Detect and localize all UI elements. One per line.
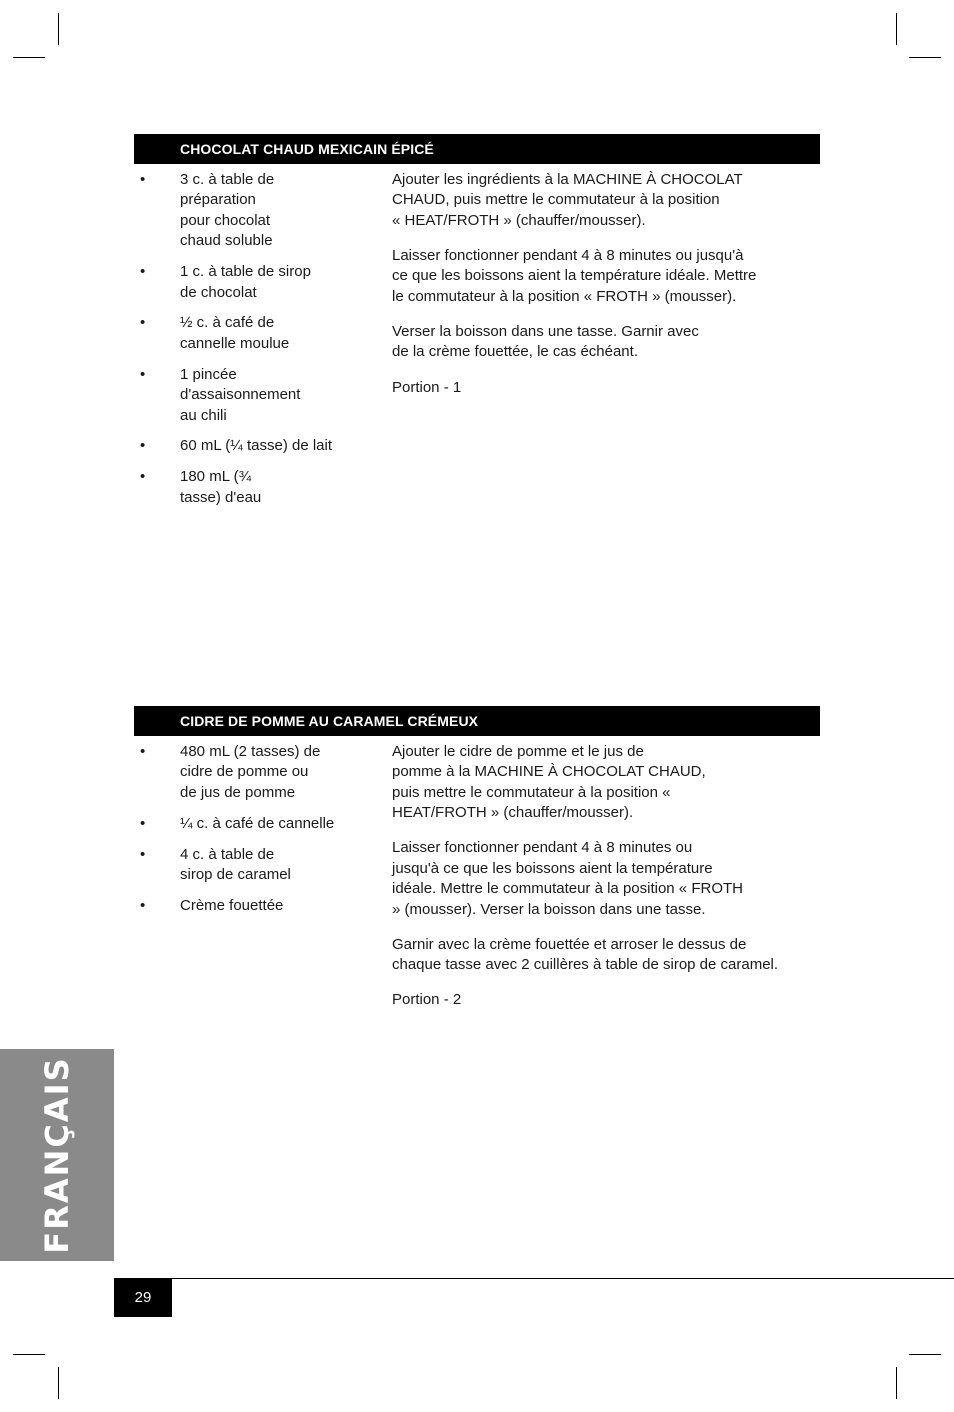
ingredient-text: 180 mL (¾ tasse) d'eau [180,468,262,506]
bullet: • [140,896,146,914]
ingredient-item [140,896,350,916]
footer-rule [114,1278,954,1279]
recipe-title: CHOCOLAT CHAUD MEXICAIN ÉPICÉ [134,134,820,164]
instructions [392,170,802,413]
ingredient-text: ¼ c. à café de cannelle [180,814,335,832]
bullet: • [140,314,146,332]
instruction-step: Verser la boisson dans une tasse. Garnir avec de la crème fouettée, le cas échéant. [392,323,699,361]
ingredient-item [140,313,350,354]
ingredient-item [140,814,350,834]
crop-mark [909,57,941,58]
ingredient-item [140,436,350,456]
ingredient-item [140,365,350,426]
ingredient-text: ½ c. à café de cannelle moulue [180,314,290,352]
instruction-step: Laisser fonctionner pendant 4 à 8 minutes ou jusqu'à ce que les boissons aient la température idéale. Mettre le commutateur à la position « FROTH » (mousser). Verser la boisson dans une tasse. [392,839,743,918]
instruction-step: Laisser fonctionner pendant 4 à 8 minutes ou jusqu'à ce que les boissons aient la température idéale. Mettre le commutateur à la position « FROTH » (mousser). [392,247,757,305]
ingredient-text: Crème fouettée [180,896,284,914]
bullet: • [140,437,146,455]
language-tab [0,1049,114,1261]
ingredient-item [140,845,350,886]
bullet: • [140,845,146,863]
ingredient-item [140,467,350,508]
language-label: FRANÇAIS [38,1056,76,1254]
bullet: • [140,814,146,832]
bullet: • [140,468,146,486]
crop-mark [13,57,45,58]
ingredient-item [140,262,350,303]
crop-mark [896,1367,897,1399]
bullet: • [140,743,146,760]
servings: Portion - 2 [392,991,462,1009]
instruction-step: Garnir avec la crème fouettée et arroser le dessus de chaque tasse avec 2 cuillères à table de sirop de caramel. [392,935,779,974]
crop-mark [13,1354,45,1355]
crop-mark [58,13,59,45]
ingredient-list [140,742,350,927]
ingredient-text: 4 c. à table de sirop de caramel [180,845,291,884]
bullet: • [140,171,146,188]
servings: Portion - 1 [392,378,462,396]
instruction-step: Ajouter le cidre de pomme et le jus de pomme à la MACHINE À CHOCOLAT CHAUD, puis mettre le commutateur à la position « HEAT/FROTH » (chauffer/mousser). [392,743,706,822]
crop-mark [896,13,897,45]
ingredient-text: 60 mL (¼ tasse) de lait [180,437,333,455]
instruction-step: Ajouter les ingrédients à la MACHINE À CHOCOLAT CHAUD, puis mettre le commutateur à la position « HEAT/FROTH » (chauffer/mousser). [392,171,743,229]
ingredient-text: 1 c. à table de sirop de chocolat [180,263,311,301]
ingredient-item [140,170,350,252]
ingredient-text: 3 c. à table de préparation pour chocolat chaud soluble [180,171,275,250]
bullet: • [140,263,146,281]
recipe-title: CIDRE DE POMME AU CARAMEL CRÉMEUX [134,706,820,736]
page-number: 29 [114,1278,172,1317]
bullet: • [140,365,146,383]
ingredient-text: 480 mL (2 tasses) de cidre de pomme ou de jus de pomme [180,743,321,801]
crop-mark [909,1354,941,1355]
crop-mark [58,1367,59,1399]
ingredient-text: 1 pincée d'assaisonnement au chili [180,365,301,424]
instructions [392,742,802,1026]
ingredient-item [140,742,350,803]
ingredient-list [140,170,350,519]
